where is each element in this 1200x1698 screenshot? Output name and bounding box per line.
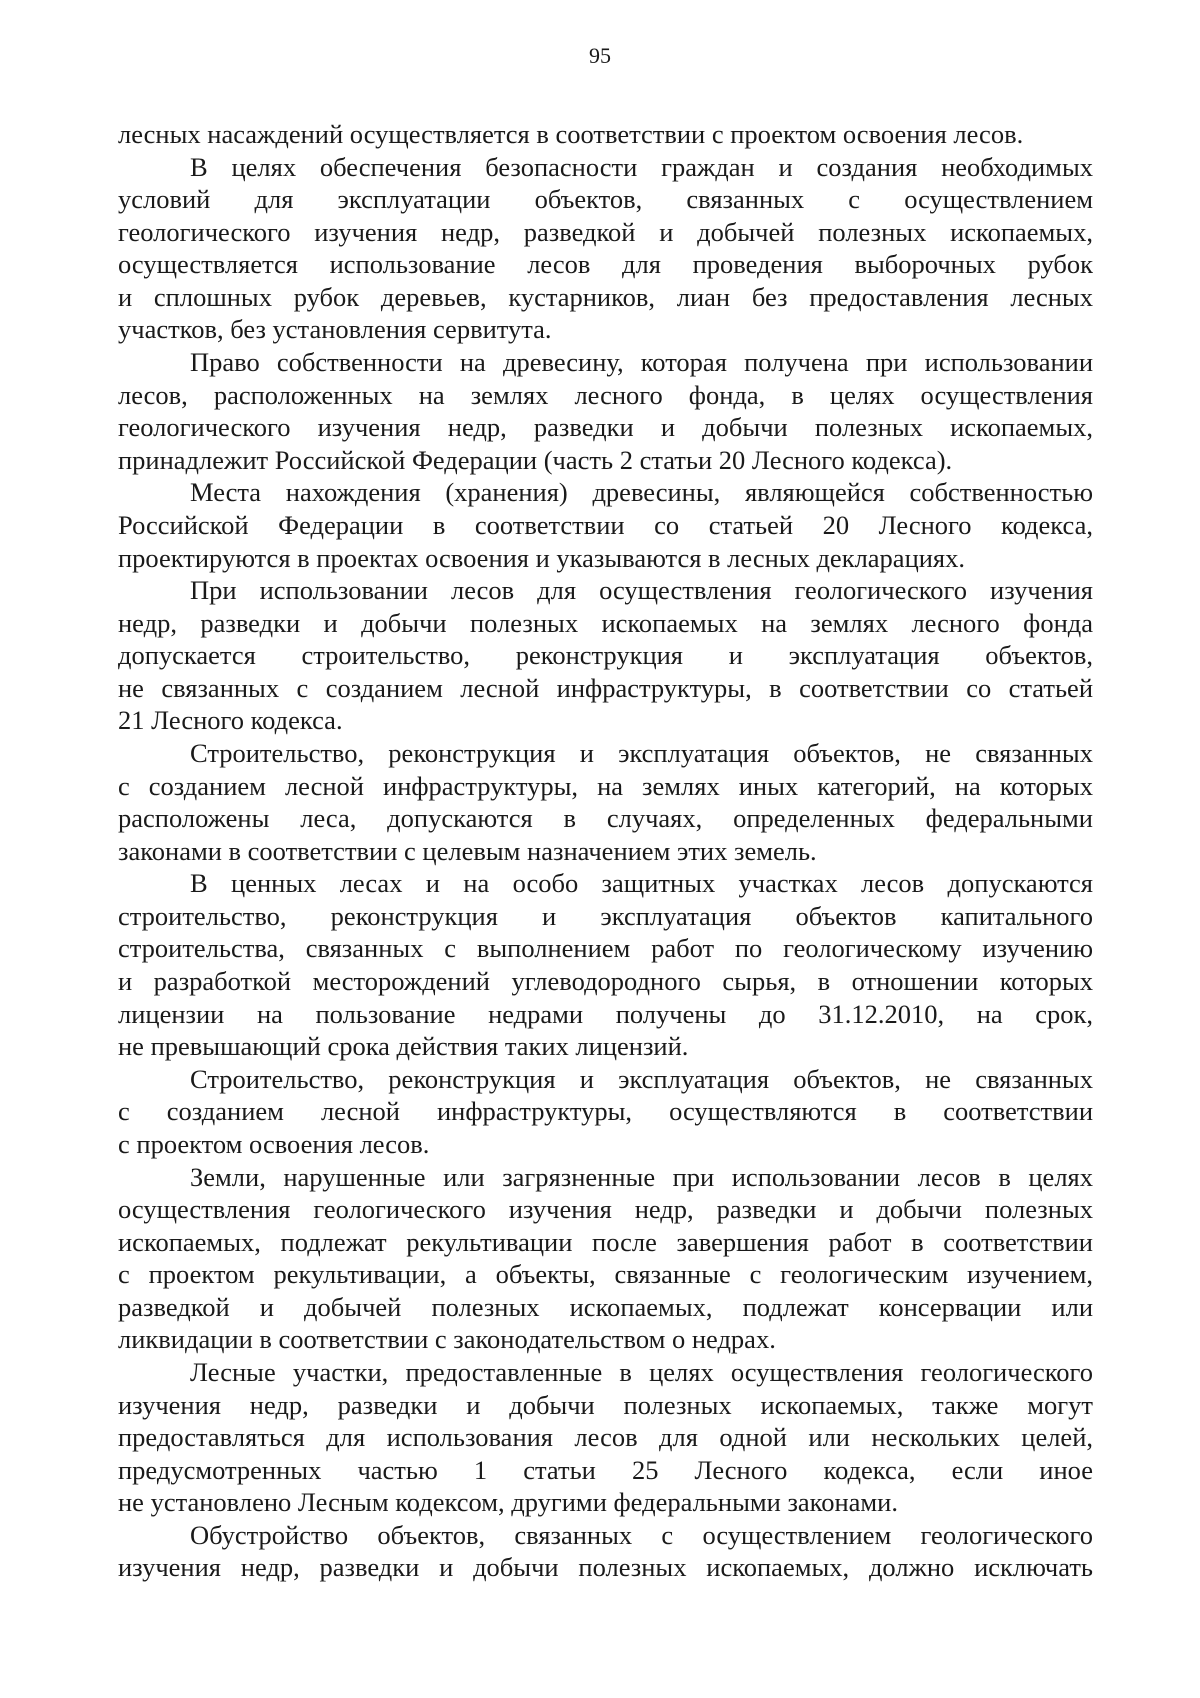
text-line: ископаемых, подлежат рекультивации после завершения работ в соответствии — [118, 1226, 1093, 1257]
text-line: разведкой и добычей полезных ископаемых, подлежат консервации или — [118, 1291, 1093, 1322]
text-line: строительство, реконструкция и эксплуатация объектов капитального — [118, 900, 1093, 931]
text-line: не установлено Лесным кодексом, другими федеральными законами. — [118, 1487, 898, 1518]
paragraph-first-line: В ценных лесах и на особо защитных участках лесов допускаются — [190, 868, 1093, 899]
text-line: не превышающий срока действия таких лицензий. — [118, 1031, 689, 1062]
text-line: расположены леса, допускаются в случаях, определенных федеральными — [118, 803, 1093, 834]
text-line: лесных насаждений осуществляется в соответствии с проектом освоения лесов. — [118, 119, 1024, 149]
paragraph-first-line: Право собственности на древесину, которая получена при использовании — [190, 347, 1093, 378]
text-line: осуществляется использование лесов для проведения выборочных рубок — [118, 249, 1093, 280]
paragraph-first-line: Обустройство объектов, связанных с осуществлением геологического — [190, 1519, 1093, 1550]
text-line: с созданием лесной инфраструктуры, на землях иных категорий, на которых — [118, 770, 1093, 801]
text-line: с проектом освоения лесов. — [118, 1128, 430, 1159]
text-line: законами в соответствии с целевым назначением этих земель. — [118, 835, 817, 866]
text-line: условий для эксплуатации объектов, связанных с осуществлением — [118, 184, 1093, 215]
text-line: ликвидации в соответствии с законодательством о недрах. — [118, 1324, 776, 1355]
text-line: участков, без установления сервитута. — [118, 314, 552, 345]
paragraph-first-line: При использовании лесов для осуществления геологического изучения — [190, 575, 1093, 606]
text-line: принадлежит Российской Федерации (часть 2 статьи 20 Лесного кодекса). — [118, 444, 953, 475]
text-line: осуществления геологического изучения недр, разведки и добычи полезных — [118, 1194, 1093, 1225]
text-line: геологического изучения недр, разведкой и добычей полезных ископаемых, — [118, 216, 1093, 247]
text-line: изучения недр, разведки и добычи полезных ископаемых, должно исключать — [118, 1552, 1093, 1583]
text-line: и сплошных рубок деревьев, кустарников, лиан без предоставления лесных — [118, 281, 1093, 312]
text-line: проектируются в проектах освоения и указываются в лесных декларациях. — [118, 542, 965, 573]
paragraph-first-line: Строительство, реконструкция и эксплуатация объектов, не связанных — [190, 1063, 1093, 1094]
document-body — [118, 118, 1093, 1584]
paragraph-first-line: Лесные участки, предоставленные в целях осуществления геологического — [190, 1356, 1093, 1387]
text-line: недр, разведки и добычи полезных ископаемых на землях лесного фонда — [118, 607, 1093, 638]
paragraph-first-line: Земли, нарушенные или загрязненные при использовании лесов в целях — [190, 1161, 1093, 1192]
text-line: и разработкой месторождений углеводородного сырья, в отношении которых — [118, 966, 1093, 997]
text-line: 21 Лесного кодекса. — [118, 705, 343, 736]
text-line: предусмотренных частью 1 статьи 25 Лесного кодекса, если иное — [118, 1454, 1093, 1485]
text-line: с проектом рекультивации, а объекты, связанные с геологическим изучением, — [118, 1259, 1093, 1290]
text-line: геологического изучения недр, разведки и добычи полезных ископаемых, — [118, 412, 1093, 443]
text-line: с созданием лесной инфраструктуры, осуществляются в соответствии — [118, 1096, 1093, 1127]
paragraph-first-line: Места нахождения (хранения) древесины, являющейся собственностью — [190, 477, 1093, 508]
text-line: допускается строительство, реконструкция и эксплуатация объектов, — [118, 640, 1093, 671]
paragraph-first-line: В целях обеспечения безопасности граждан и создания необходимых — [190, 151, 1093, 182]
text-line: лесов, расположенных на землях лесного фонда, в целях осуществления — [118, 379, 1093, 410]
text-line: Российской Федерации в соответствии со статьей 20 Лесного кодекса, — [118, 509, 1093, 540]
paragraph-first-line: Строительство, реконструкция и эксплуатация объектов, не связанных — [190, 737, 1093, 768]
text-line: предоставляться для использования лесов для одной или нескольких целей, — [118, 1422, 1093, 1453]
text-line: не связанных с созданием лесной инфраструктуры, в соответствии со статьей — [118, 672, 1093, 703]
text-line: лицензии на пользование недрами получены до 31.12.2010, на срок, — [118, 998, 1093, 1029]
page-number: 95 — [589, 43, 611, 68]
text-line: изучения недр, разведки и добычи полезных ископаемых, также могут — [118, 1389, 1093, 1420]
text-line: строительства, связанных с выполнением работ по геологическому изучению — [118, 933, 1093, 964]
